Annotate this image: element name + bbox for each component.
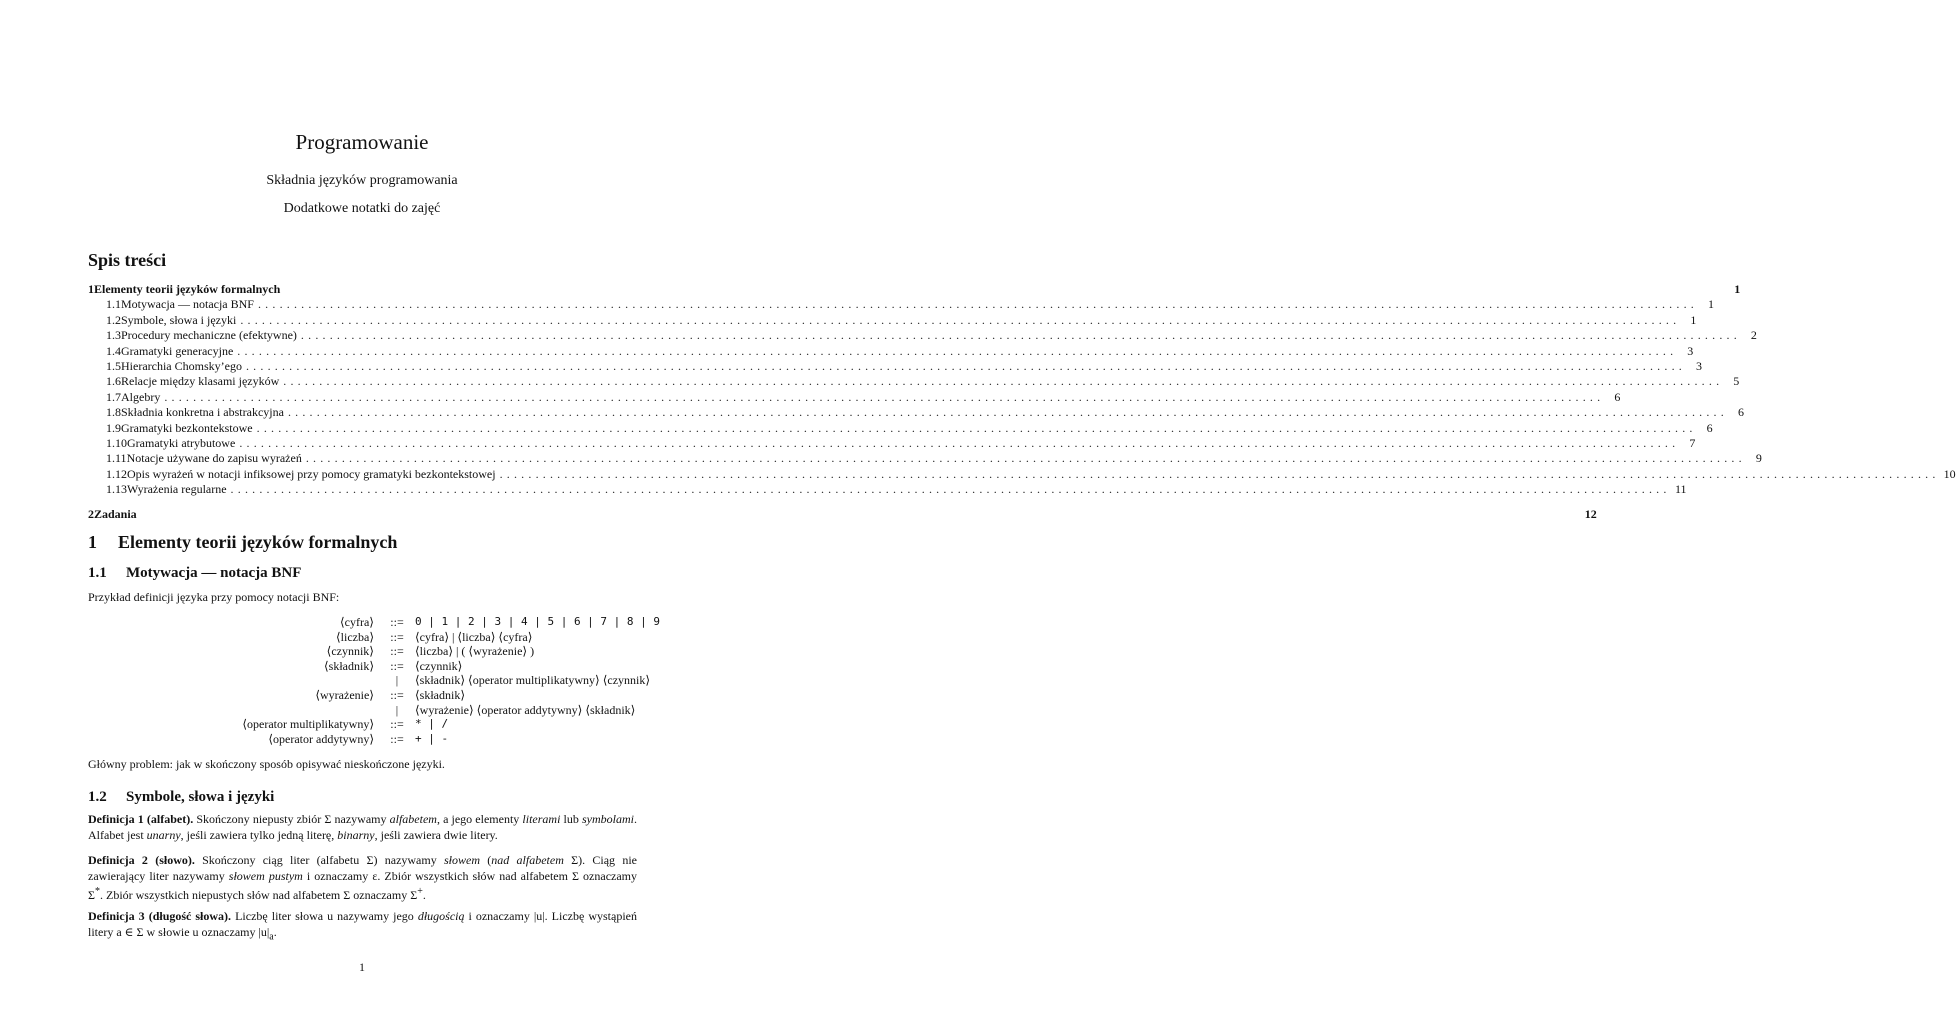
text: i oznaczamy |u|. Liczbę wystąpień litery a ∈ Σ w słowie u oznaczamy |u| <box>88 909 637 939</box>
toc-leader-dots: ........................................................................................................................................................................................................ <box>230 482 1671 497</box>
toc-entry-label: Symbole, słowa i języki <box>121 312 237 327</box>
toc-entry[interactable] <box>88 405 1744 420</box>
toc-entry[interactable] <box>88 328 1757 343</box>
toc-leader-dots: ........................................................................................................................................................................................................ <box>240 312 1681 327</box>
toc-entry-number: 1.4 <box>106 343 121 358</box>
toc-entry-number: 1 <box>88 282 94 296</box>
bnf-production: + | - <box>415 731 449 745</box>
text: Skończony niepusty zbiór Σ nazywamy <box>193 812 390 826</box>
bnf-rule <box>88 630 637 645</box>
toc-entry-page: 7 <box>1689 435 1696 450</box>
bnf-rule <box>88 732 637 747</box>
bnf-nonterminal: ⟨czynnik⟩ <box>326 644 374 659</box>
toc-entry[interactable] <box>88 282 1741 297</box>
section-title: Elementy teorii języków formalnych <box>118 532 398 552</box>
toc-entry-number: 1.3 <box>106 328 121 343</box>
bnf-production: ⟨czynnik⟩ <box>415 658 463 673</box>
toc-entry[interactable] <box>88 466 1956 482</box>
term: nad alfabetem <box>491 853 564 867</box>
bnf-rule <box>88 703 637 718</box>
toc-entry-page: 3 <box>1687 343 1694 358</box>
term: symbolami <box>582 812 635 826</box>
text: . Alfabet jest <box>88 812 638 842</box>
toc-entry[interactable] <box>88 435 1696 451</box>
text: . <box>422 888 426 902</box>
definition-word <box>88 853 637 904</box>
term: literami <box>522 812 561 826</box>
toc-leader-dots: ........................................................................................................................................................................................................ <box>257 297 1698 312</box>
toc-leader-dots: ........................................................................................................................................................................................................ <box>239 435 1680 450</box>
text: lub <box>560 812 583 826</box>
bnf-rule <box>88 659 637 674</box>
toc-leader-dots: ........................................................................................................................................................................................................ <box>287 405 1728 420</box>
text: , a jego elementy <box>436 812 523 826</box>
superscript: + <box>417 886 423 897</box>
definition-head: Definicja 2 (słowo). <box>88 853 195 867</box>
toc-leader-dots: ........................................................................................................................................................................................................ <box>499 466 1940 481</box>
toc-entry-number: 1.12 <box>106 466 127 481</box>
definition-alphabet <box>88 812 637 843</box>
toc-leader-dots: ........................................................................................................................................................................................................ <box>305 451 1746 466</box>
text: Liczbę liter słowa u nazywamy jego <box>231 909 418 923</box>
term: słowem pustym <box>228 868 303 883</box>
toc-entry-page: 6 <box>1614 389 1621 404</box>
bnf-grammar <box>88 615 661 746</box>
bnf-production: * | / <box>415 717 449 731</box>
toc-entry-label: Opis wyrażeń w notacji infiksowej przy pomocy gramatyki bezkontekstowej <box>127 466 496 481</box>
bnf-production: ⟨liczba⟩ | ( ⟨wyrażenie⟩ ) <box>415 644 535 659</box>
toc-entry-label: Relacje między klasami języków <box>121 374 280 389</box>
toc-entry-page: 3 <box>1695 358 1702 373</box>
text: , jeśli zawiera tylko jedną literę, <box>180 827 338 842</box>
bnf-production: 0 | 1 | 2 | 3 | 4 | 5 | 6 | 7 | 8 | 9 <box>415 615 661 628</box>
bnf-rule <box>88 673 651 688</box>
text: . Zbiór wszystkich niepustych słów nad alfabetem Σ oznaczamy Σ <box>99 888 418 902</box>
toc-leader-dots: ........................................................................................................................................................................................................ <box>237 343 1678 358</box>
bnf-operator: ::= <box>390 615 404 629</box>
toc-entry-page: 2 <box>1750 328 1757 343</box>
paragraph: Przykład definicji języka przy pomocy notacji BNF: <box>88 590 340 604</box>
toc-leader-dots: ........................................................................................................................................................................................................ <box>164 389 1605 404</box>
section-heading <box>88 532 397 553</box>
toc-entry-label: Gramatyki atrybutowe <box>127 435 236 450</box>
bnf-nonterminal: ⟨liczba⟩ <box>335 629 374 644</box>
toc-entry-number: 1.9 <box>106 420 121 435</box>
term: długością <box>417 909 465 923</box>
toc-entry[interactable] <box>88 358 1702 374</box>
toc-entry-label: Procedury mechaniczne (efektywne) <box>121 328 297 343</box>
bnf-nonterminal: ⟨cyfra⟩ <box>339 615 374 629</box>
subsection-number: 1.1 <box>88 565 107 581</box>
toc-entry-page: 11 <box>1674 482 1687 497</box>
document-subtitle-2: Dodatkowe notatki do zajęć <box>283 201 441 216</box>
toc-entry-page: 6 <box>1737 405 1744 420</box>
toc-entry-page: 1 <box>1690 312 1697 327</box>
term: słowem <box>444 853 480 867</box>
text: . <box>273 924 277 939</box>
term: alfabetem <box>389 812 437 826</box>
definition-word-length <box>88 909 637 944</box>
toc-entry[interactable] <box>88 420 1713 436</box>
bnf-operator: | <box>395 673 399 688</box>
toc-entry-label: Wyrażenia regularne <box>127 482 227 497</box>
subscript: a <box>269 930 274 942</box>
bnf-nonterminal: ⟨operator multiplikatywny⟩ <box>242 717 374 732</box>
toc-entry[interactable] <box>88 312 1697 328</box>
bnf-production: ⟨wyrażenie⟩ ⟨operator addytywny⟩ ⟨składnik⟩ <box>415 702 636 717</box>
toc-entry[interactable] <box>88 451 1762 466</box>
toc-entry-label: Elementy teorii języków formalnych <box>94 282 281 296</box>
subsection-title: Symbole, słowa i języki <box>126 789 275 805</box>
toc-spacer <box>88 497 637 507</box>
bnf-operator: ::= <box>390 644 404 659</box>
toc-entry-label: Gramatyki bezkontekstowe <box>121 420 253 435</box>
toc-entry-page: 12 <box>1584 507 1597 522</box>
toc-entry-number: 1.13 <box>106 482 127 497</box>
superscript: * <box>94 886 100 897</box>
bnf-operator: | <box>395 702 399 717</box>
text: ( <box>480 853 492 867</box>
toc-entry-number: 1.6 <box>106 374 121 389</box>
text: i oznaczamy ε. Zbiór wszystkich słów nad alfabetem Σ oznaczamy Σ <box>88 868 638 902</box>
toc-entry[interactable] <box>88 507 1597 522</box>
toc-leader-dots: ........................................................................................................................................................................................................ <box>283 374 1724 389</box>
subsection-title: Motywacja — notacja BNF <box>126 565 302 581</box>
bnf-rule <box>88 644 637 659</box>
subsection-heading <box>88 789 274 806</box>
toc-entry-page: 1 <box>1707 297 1714 312</box>
toc-entry-label: Hierarchia Chomsky’ego <box>121 358 242 373</box>
text: Σ). Ciąg nie zawierający liter nazywamy <box>88 853 637 883</box>
toc-entry[interactable] <box>88 343 1694 359</box>
toc-entry-number: 1.7 <box>106 389 121 404</box>
bnf-nonterminal: ⟨operator addytywny⟩ <box>268 731 374 746</box>
toc-entry-page: 5 <box>1733 374 1740 389</box>
toc-entry-label: Algebry <box>121 389 161 404</box>
paragraph: Główny problem: jak w skończony sposób opisywać nieskończone języki. <box>88 757 445 771</box>
toc-entry-number: 1.2 <box>106 312 121 327</box>
toc-heading: Spis treści <box>88 250 167 270</box>
bnf-operator: ::= <box>390 687 404 702</box>
definition-head: Definicja 3 (długość słowa). <box>88 909 232 923</box>
toc-entry[interactable] <box>88 389 1621 405</box>
subsection-heading <box>88 565 301 582</box>
bnf-production: ⟨składnik⟩ <box>415 687 466 702</box>
toc-leader-dots: ........................................................................................................................................................................................................ <box>245 358 1686 373</box>
term: unarny <box>146 827 181 842</box>
toc-entry-page: 1 <box>1734 282 1741 296</box>
document-subtitle: Składnia języków programowania <box>266 173 458 188</box>
toc-entry-number: 1.10 <box>106 435 127 450</box>
toc-entry[interactable] <box>88 482 1687 497</box>
subsection-number: 1.2 <box>88 789 107 805</box>
text: , jeśli zawiera dwie litery. <box>374 827 498 842</box>
toc-entry-page: 10 <box>1943 466 1956 481</box>
toc-entry-label: Gramatyki generacyjne <box>121 343 234 358</box>
toc-entry-number: 1.1 <box>106 297 121 312</box>
table-of-contents <box>88 282 1956 523</box>
toc-entry[interactable] <box>88 297 1714 312</box>
term: binarny <box>337 827 375 842</box>
toc-leader-dots: ........................................................................................................................................................................................................ <box>256 420 1697 435</box>
toc-entry-label: Zadania <box>94 507 137 522</box>
bnf-rule <box>88 615 661 630</box>
bnf-operator: ::= <box>390 717 404 732</box>
toc-entry-number: 2 <box>88 507 94 522</box>
definition-head: Definicja 1 (alfabet). <box>88 812 194 826</box>
bnf-production: ⟨składnik⟩ ⟨operator multiplikatywny⟩ ⟨czynnik⟩ <box>415 673 651 688</box>
bnf-production: ⟨cyfra⟩ | ⟨liczba⟩ ⟨cyfra⟩ <box>415 629 533 644</box>
bnf-operator: ::= <box>390 658 404 673</box>
bnf-rule <box>88 717 637 732</box>
bnf-nonterminal: ⟨wyrażenie⟩ <box>315 687 374 702</box>
text: Skończony ciąg liter (alfabetu Σ) nazywamy <box>194 853 444 867</box>
bnf-rule <box>88 688 637 703</box>
toc-entry-label: Notacje używane do zapisu wyrażeń <box>126 451 302 466</box>
toc-entry-number: 1.11 <box>106 451 127 466</box>
toc-entry-page: 9 <box>1755 451 1762 466</box>
toc-leader-dots: ........................................................................................................................................................................................................ <box>300 328 1741 343</box>
toc-entry-number: 1.8 <box>106 405 121 420</box>
toc-entry-page: 6 <box>1706 420 1713 435</box>
toc-entry-number: 1.5 <box>106 358 121 373</box>
bnf-operator: ::= <box>390 629 404 644</box>
bnf-operator: ::= <box>390 731 404 746</box>
section-number: 1 <box>88 532 97 552</box>
toc-entry-label: Motywacja — notacja BNF <box>121 297 254 312</box>
document-title: Programowanie <box>295 130 429 154</box>
page-number: 1 <box>359 960 365 974</box>
bnf-nonterminal: ⟨składnik⟩ <box>323 658 374 673</box>
toc-entry[interactable] <box>88 374 1740 389</box>
toc-entry-label: Składnia konkretna i abstrakcyjna <box>121 405 284 420</box>
